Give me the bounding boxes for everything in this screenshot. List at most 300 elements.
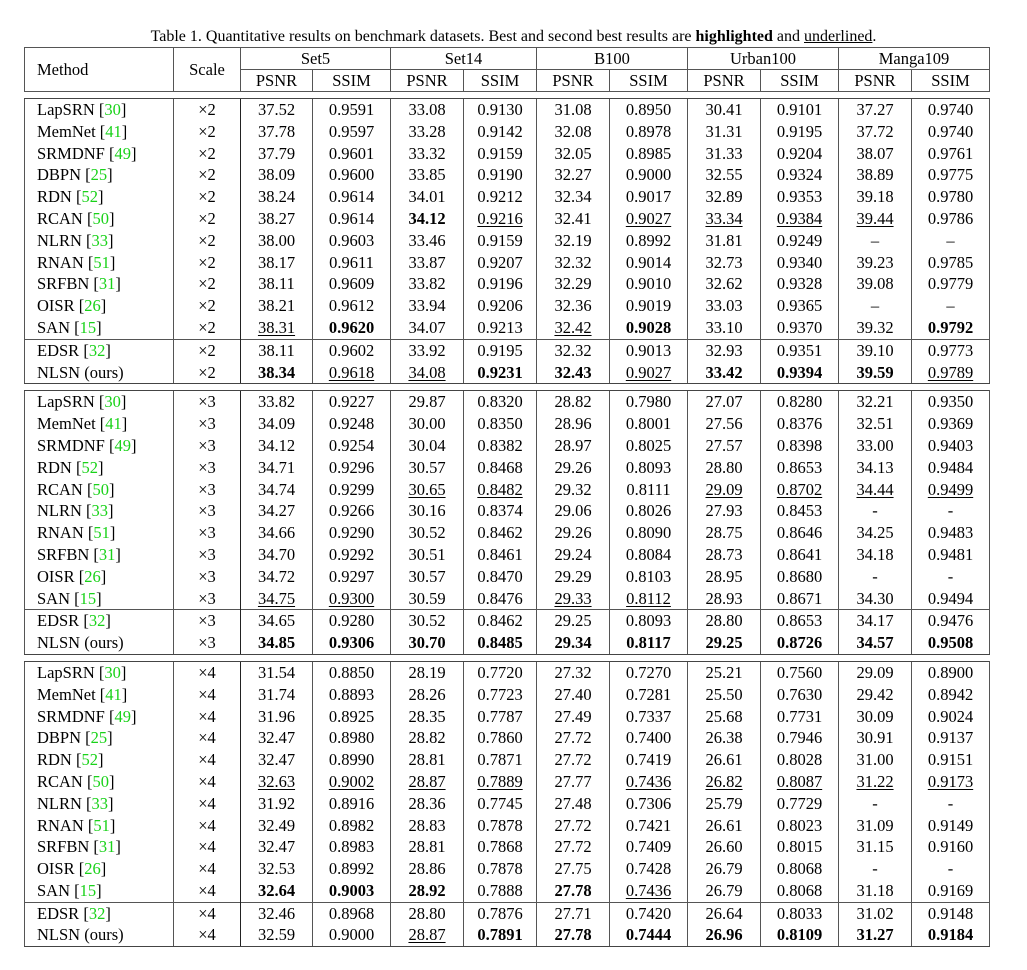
ssim-cell — [610, 610, 688, 632]
citation-link[interactable]: 26 — [84, 859, 101, 879]
value: – — [870, 296, 880, 316]
psnr-cell — [688, 362, 761, 384]
citation-link[interactable]: 49 — [114, 435, 131, 455]
second-best-value: 28.87 — [408, 771, 446, 791]
header-metric-psnr: PSNR — [391, 70, 464, 92]
value: 39.18 — [856, 187, 894, 207]
psnr-cell — [241, 588, 313, 610]
method-name: DBPN — [37, 165, 82, 185]
ssim-cell — [464, 706, 537, 728]
psnr-cell — [391, 121, 464, 143]
psnr-cell — [839, 500, 912, 522]
psnr-cell — [537, 902, 610, 924]
ssim-cell — [313, 858, 391, 880]
value: 0.9591 — [328, 100, 375, 119]
ssim-cell — [313, 164, 391, 186]
ssim-cell — [610, 684, 688, 706]
psnr-cell — [391, 902, 464, 924]
method-name: NLRN — [37, 230, 82, 250]
ssim-cell — [912, 143, 990, 165]
citation-link[interactable]: 31 — [98, 837, 116, 857]
scale-cell: ×3 — [174, 413, 241, 435]
value: 0.8942 — [927, 684, 974, 704]
method-cell: SRMDNF [49] — [25, 706, 174, 728]
psnr-cell — [839, 391, 912, 413]
psnr-cell — [688, 588, 761, 610]
citation-link[interactable]: 33 — [91, 501, 109, 521]
value: 0.8090 — [625, 523, 672, 543]
psnr-cell — [839, 815, 912, 837]
ssim-cell — [464, 295, 537, 317]
best-value: 0.9184 — [927, 925, 974, 945]
citation-link[interactable]: 33 — [91, 230, 109, 250]
scale-cell: ×3 — [174, 500, 241, 522]
ssim-cell — [761, 339, 839, 361]
value: 32.55 — [705, 165, 743, 185]
psnr-cell — [537, 435, 610, 457]
table-row — [25, 457, 990, 479]
value: 31.00 — [856, 750, 894, 770]
value: 0.9609 — [328, 274, 375, 294]
value: 0.8068 — [776, 880, 823, 900]
psnr-cell — [241, 632, 313, 654]
ssim-cell — [912, 317, 990, 339]
method-name: LapSRN — [37, 100, 95, 119]
value: 0.8850 — [328, 662, 375, 682]
method-cell: RCAN [50] — [25, 208, 174, 230]
scale-cell: ×4 — [174, 771, 241, 793]
ssim-cell — [610, 208, 688, 230]
value: 0.9019 — [625, 296, 672, 316]
citation-link[interactable]: 15 — [79, 880, 97, 900]
psnr-cell — [688, 544, 761, 566]
method-name: OISR — [37, 296, 75, 316]
ssim-cell — [761, 544, 839, 566]
ssim-cell — [761, 500, 839, 522]
method-name: RNAN — [37, 523, 84, 543]
psnr-cell — [688, 208, 761, 230]
citation-link[interactable]: 41 — [105, 684, 122, 704]
header-dataset-manga109: Manga109 — [839, 48, 990, 70]
citation-link[interactable]: 25 — [90, 165, 108, 185]
best-value: 33.42 — [705, 362, 743, 382]
table-row — [25, 413, 990, 435]
scale-cell: ×3 — [174, 610, 241, 632]
citation-link[interactable]: 52 — [81, 750, 98, 770]
value: 0.7270 — [625, 662, 672, 682]
second-best-value: 0.8702 — [776, 479, 823, 499]
value: 32.49 — [257, 815, 296, 835]
value: 28.82 — [554, 392, 592, 412]
value: 0.7409 — [625, 837, 672, 857]
citation-link[interactable]: 41 — [105, 414, 122, 434]
ssim-cell — [464, 566, 537, 588]
second-best-value: 30.65 — [408, 479, 446, 499]
citation-link[interactable]: 49 — [114, 706, 131, 726]
value: 26.61 — [705, 750, 743, 770]
scale-cell: ×4 — [174, 749, 241, 771]
psnr-cell — [391, 208, 464, 230]
psnr-cell — [391, 815, 464, 837]
value: 0.9785 — [927, 252, 974, 272]
table-row — [25, 858, 990, 880]
ssim-cell — [912, 544, 990, 566]
ssim-cell — [313, 186, 391, 208]
value: 0.9169 — [927, 880, 974, 900]
psnr-cell — [688, 858, 761, 880]
psnr-cell — [537, 99, 610, 121]
header-scale: Scale — [174, 48, 241, 92]
psnr-cell — [537, 317, 610, 339]
citation-link[interactable]: 50 — [92, 479, 109, 499]
psnr-cell — [537, 143, 610, 165]
method-name: RNAN — [37, 252, 84, 272]
second-best-value: 0.9300 — [328, 588, 375, 608]
psnr-cell — [391, 500, 464, 522]
second-best-value: 38.31 — [257, 317, 296, 337]
citation-link[interactable]: 33 — [91, 793, 109, 813]
ssim-cell — [464, 632, 537, 654]
citation-link[interactable]: 52 — [81, 187, 98, 207]
value: 0.9780 — [927, 187, 974, 207]
value: 0.9328 — [776, 274, 823, 294]
ssim-cell — [912, 479, 990, 501]
value: 0.8925 — [328, 706, 375, 726]
ssim-cell — [313, 99, 391, 121]
table-row — [25, 230, 990, 252]
value: 38.24 — [257, 187, 296, 207]
psnr-cell — [241, 413, 313, 435]
psnr-cell — [241, 252, 313, 274]
value: 37.78 — [257, 121, 296, 141]
value: 0.7720 — [477, 662, 523, 682]
method-name: EDSR — [37, 903, 80, 923]
ssim-cell — [313, 413, 391, 435]
method-cell: RDN [52] — [25, 457, 174, 479]
psnr-cell — [537, 273, 610, 295]
header-metric-ssim: SSIM — [313, 70, 391, 92]
ssim-cell — [761, 230, 839, 252]
value: 32.89 — [705, 187, 743, 207]
citation-link[interactable]: 30 — [104, 392, 121, 412]
ssim-cell — [761, 252, 839, 274]
ssim-cell — [313, 479, 391, 501]
ssim-cell — [464, 610, 537, 632]
value: 34.12 — [257, 435, 296, 455]
method-cell: RNAN [51] — [25, 815, 174, 837]
citation-link[interactable]: 26 — [84, 566, 101, 586]
group-spacer — [25, 92, 990, 99]
value: 0.9196 — [477, 274, 523, 294]
psnr-cell — [391, 391, 464, 413]
header-method: Method — [25, 48, 174, 92]
value: 34.27 — [257, 501, 296, 521]
ssim-cell — [464, 121, 537, 143]
psnr-cell — [839, 362, 912, 384]
psnr-cell — [688, 522, 761, 544]
method-cell: MemNet [41] — [25, 413, 174, 435]
value: 33.28 — [408, 121, 446, 141]
psnr-cell — [537, 362, 610, 384]
value: 0.9010 — [625, 274, 672, 294]
table-row — [25, 632, 990, 654]
ssim-cell — [464, 858, 537, 880]
value: 30.57 — [408, 457, 446, 477]
best-value: 0.7444 — [625, 925, 672, 945]
psnr-cell — [391, 435, 464, 457]
value: 33.03 — [705, 296, 743, 316]
value: 31.96 — [257, 706, 296, 726]
value: 0.8978 — [625, 121, 672, 141]
value: 31.92 — [257, 793, 296, 813]
value: 29.29 — [554, 566, 592, 586]
method-cell: DBPN [25] — [25, 727, 174, 749]
value: - — [872, 501, 878, 521]
group-spacer — [25, 384, 990, 391]
table-row — [25, 252, 990, 274]
psnr-cell — [839, 684, 912, 706]
ssim-cell — [761, 273, 839, 295]
scale-cell: ×3 — [174, 522, 241, 544]
best-value: 32.43 — [554, 362, 592, 382]
psnr-cell — [537, 252, 610, 274]
value: 0.9207 — [477, 252, 523, 272]
scale-cell: ×4 — [174, 836, 241, 858]
value: 0.9195 — [776, 121, 823, 141]
value: 28.96 — [554, 414, 592, 434]
citation-link[interactable]: 32 — [88, 611, 106, 631]
citation-link[interactable]: 51 — [93, 252, 110, 272]
value: 37.52 — [257, 100, 296, 119]
value: 38.21 — [257, 296, 296, 316]
value: 0.8093 — [625, 457, 672, 477]
value: 0.9484 — [927, 457, 974, 477]
value: 0.7731 — [776, 706, 823, 726]
ssim-cell — [912, 880, 990, 902]
ssim-cell — [313, 610, 391, 632]
value: 0.9142 — [477, 121, 523, 141]
method-cell: RCAN [50] — [25, 771, 174, 793]
citation-link[interactable]: 31 — [98, 544, 116, 564]
second-best-value: 0.9499 — [927, 479, 974, 499]
method-name: MemNet — [37, 121, 96, 141]
value: 0.8093 — [625, 611, 672, 631]
citation-link[interactable]: 51 — [93, 815, 110, 835]
value: 0.8382 — [477, 435, 523, 455]
table-row — [25, 924, 990, 946]
method-name: LapSRN — [37, 662, 95, 682]
citation-link[interactable]: 32 — [88, 903, 106, 923]
ssim-cell — [464, 317, 537, 339]
psnr-cell — [241, 295, 313, 317]
psnr-cell — [688, 771, 761, 793]
ssim-cell — [761, 749, 839, 771]
psnr-cell — [839, 273, 912, 295]
table-row — [25, 435, 990, 457]
psnr-cell — [391, 273, 464, 295]
method-cell: DBPN [25] — [25, 164, 174, 186]
method-name: NLSN (ours) — [37, 925, 124, 945]
psnr-cell — [688, 500, 761, 522]
citation-link[interactable]: 30 — [104, 662, 121, 682]
caption-and: and — [772, 28, 804, 45]
citation-link[interactable]: 26 — [84, 296, 101, 316]
value: 32.73 — [705, 252, 743, 272]
psnr-cell — [688, 479, 761, 501]
psnr-cell — [391, 684, 464, 706]
scale-cell: ×2 — [174, 121, 241, 143]
ssim-cell — [610, 858, 688, 880]
table-row — [25, 566, 990, 588]
value: 27.07 — [705, 392, 743, 412]
header-metric-psnr: PSNR — [839, 70, 912, 92]
ssim-cell — [610, 186, 688, 208]
header-metric-psnr: PSNR — [688, 70, 761, 92]
psnr-cell — [537, 121, 610, 143]
citation-link[interactable]: 49 — [114, 143, 131, 163]
method-name: NLSN (ours) — [37, 362, 124, 382]
citation-link[interactable]: 15 — [79, 588, 97, 608]
ssim-cell — [761, 391, 839, 413]
ssim-cell — [610, 121, 688, 143]
ssim-cell — [464, 588, 537, 610]
value: 31.02 — [856, 903, 894, 923]
value: 38.27 — [257, 208, 296, 228]
psnr-cell — [839, 164, 912, 186]
value: 27.93 — [705, 501, 743, 521]
best-value: 0.8726 — [776, 633, 823, 653]
value: 39.10 — [856, 340, 894, 360]
ssim-cell — [912, 121, 990, 143]
psnr-cell — [688, 902, 761, 924]
method-cell: SAN [15] — [25, 588, 174, 610]
value: 0.8033 — [776, 903, 823, 923]
value: 33.08 — [408, 100, 446, 119]
ssim-cell — [313, 339, 391, 361]
value: 34.74 — [257, 479, 296, 499]
best-value: 34.57 — [856, 633, 894, 653]
value: 0.9254 — [328, 435, 375, 455]
value: 32.36 — [554, 296, 592, 316]
scale-cell: ×3 — [174, 566, 241, 588]
ssim-cell — [610, 362, 688, 384]
ssim-cell — [313, 588, 391, 610]
psnr-cell — [391, 858, 464, 880]
value: 28.26 — [408, 684, 446, 704]
psnr-cell — [839, 610, 912, 632]
citation-link[interactable]: 31 — [98, 274, 116, 294]
value: - — [872, 859, 878, 879]
second-best-value: 34.75 — [257, 588, 296, 608]
psnr-cell — [688, 457, 761, 479]
header-metric-psnr: PSNR — [241, 70, 313, 92]
method-cell: LapSRN [30] — [25, 391, 174, 413]
psnr-cell — [241, 793, 313, 815]
ssim-cell — [761, 186, 839, 208]
ssim-cell — [464, 339, 537, 361]
citation-link[interactable]: 15 — [79, 317, 97, 337]
citation-link[interactable]: 30 — [104, 100, 121, 119]
value: 37.72 — [856, 121, 894, 141]
value: 25.21 — [705, 662, 743, 682]
value: 38.11 — [258, 340, 295, 360]
value: 28.80 — [408, 903, 446, 923]
psnr-cell — [537, 457, 610, 479]
value: 28.86 — [408, 859, 446, 879]
citation-link[interactable]: 50 — [92, 771, 109, 791]
header-metric-ssim: SSIM — [610, 70, 688, 92]
value: 0.9601 — [328, 143, 375, 163]
value: 0.7878 — [477, 815, 523, 835]
psnr-cell — [839, 544, 912, 566]
value: 33.00 — [856, 435, 894, 455]
table-row — [25, 99, 990, 121]
psnr-cell — [537, 924, 610, 946]
psnr-cell — [241, 435, 313, 457]
ssim-cell — [313, 143, 391, 165]
psnr-cell — [537, 771, 610, 793]
ssim-cell — [912, 632, 990, 654]
value: 30.00 — [408, 414, 446, 434]
psnr-cell — [839, 522, 912, 544]
psnr-cell — [391, 362, 464, 384]
value: 0.8680 — [776, 566, 823, 586]
psnr-cell — [688, 413, 761, 435]
psnr-cell — [688, 706, 761, 728]
ssim-cell — [610, 391, 688, 413]
value: 0.9403 — [927, 435, 974, 455]
ssim-cell — [313, 566, 391, 588]
value: 32.47 — [257, 750, 296, 770]
value: 0.8461 — [477, 544, 523, 564]
psnr-cell — [391, 522, 464, 544]
scale-cell: ×4 — [174, 858, 241, 880]
ssim-cell — [912, 727, 990, 749]
value: 32.08 — [554, 121, 592, 141]
value: 34.72 — [257, 566, 296, 586]
value: 32.53 — [257, 859, 296, 879]
value: 0.8462 — [477, 523, 523, 543]
ssim-cell — [464, 435, 537, 457]
citation-link[interactable]: 50 — [92, 208, 109, 228]
psnr-cell — [241, 500, 313, 522]
citation-link[interactable]: 52 — [81, 457, 98, 477]
ssim-cell — [912, 706, 990, 728]
value: 31.54 — [257, 662, 296, 682]
psnr-cell — [391, 99, 464, 121]
method-cell: NLRN [33] — [25, 793, 174, 815]
citation-link[interactable]: 25 — [90, 728, 108, 748]
table-caption — [0, 27, 1027, 47]
ssim-cell — [464, 164, 537, 186]
psnr-cell — [391, 880, 464, 902]
citation-link[interactable]: 32 — [88, 340, 106, 360]
citation-link[interactable]: 51 — [93, 523, 110, 543]
table-row — [25, 902, 990, 924]
value: 31.15 — [856, 837, 894, 857]
second-best-value: 0.9027 — [625, 362, 672, 382]
table-row — [25, 836, 990, 858]
value: 0.9290 — [328, 523, 375, 543]
best-value: 28.92 — [408, 880, 446, 900]
table-row — [25, 500, 990, 522]
scale-cell: ×3 — [174, 457, 241, 479]
value: 0.9481 — [927, 544, 974, 564]
method-name: EDSR — [37, 340, 80, 360]
citation-link[interactable]: 41 — [105, 121, 122, 141]
ssim-cell — [464, 99, 537, 121]
scale-cell: ×2 — [174, 317, 241, 339]
